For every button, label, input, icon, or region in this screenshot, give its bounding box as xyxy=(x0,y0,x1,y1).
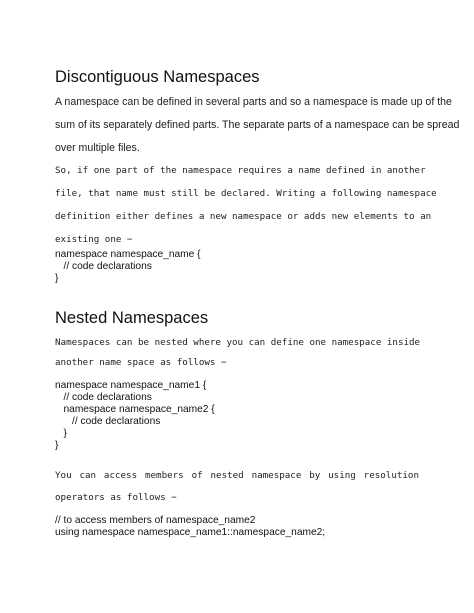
code-line: // code declarations xyxy=(55,392,152,403)
code-line: // code declarations xyxy=(55,261,152,272)
code-line: } xyxy=(55,428,67,439)
mono-paragraph-line: file, that name must still be declared. Writing a following namespace xyxy=(55,188,437,199)
mono-paragraph-line: existing one − xyxy=(55,234,133,245)
mono-paragraph-line: definition either defines a new namespace or adds new elements to an xyxy=(55,211,432,222)
heading-nested-namespaces: Nested Namespaces xyxy=(55,309,209,327)
paragraph-line: sum of its separately defined parts. The separate parts of a namespace can be spread xyxy=(55,119,460,131)
mono-paragraph-line: So, if one part of the namespace requires a name defined in another xyxy=(55,165,426,176)
code-line: using namespace namespace_name1::namespace_name2; xyxy=(55,527,326,538)
code-line: namespace namespace_name { xyxy=(55,249,201,260)
heading-discontiguous-namespaces: Discontiguous Namespaces xyxy=(55,68,260,86)
code-line: // to access members of namespace_name2 xyxy=(55,515,256,526)
paragraph-line: A namespace can be defined in several parts and so a namespace is made up of the xyxy=(55,96,452,108)
paragraph-line: over multiple files. xyxy=(55,142,140,154)
code-line: } xyxy=(55,440,59,451)
mono-paragraph-line: another name space as follows − xyxy=(55,357,227,368)
code-line: namespace namespace_name2 { xyxy=(55,404,215,415)
mono-paragraph-line: You can access members of nested namespace by using resolution xyxy=(55,470,419,481)
code-line: } xyxy=(55,273,59,284)
mono-paragraph-line: operators as follows − xyxy=(55,492,177,503)
mono-paragraph-line: Namespaces can be nested where you can define one namespace inside xyxy=(55,337,421,348)
code-line: // code declarations xyxy=(55,416,161,427)
code-line: namespace namespace_name1 { xyxy=(55,380,207,391)
